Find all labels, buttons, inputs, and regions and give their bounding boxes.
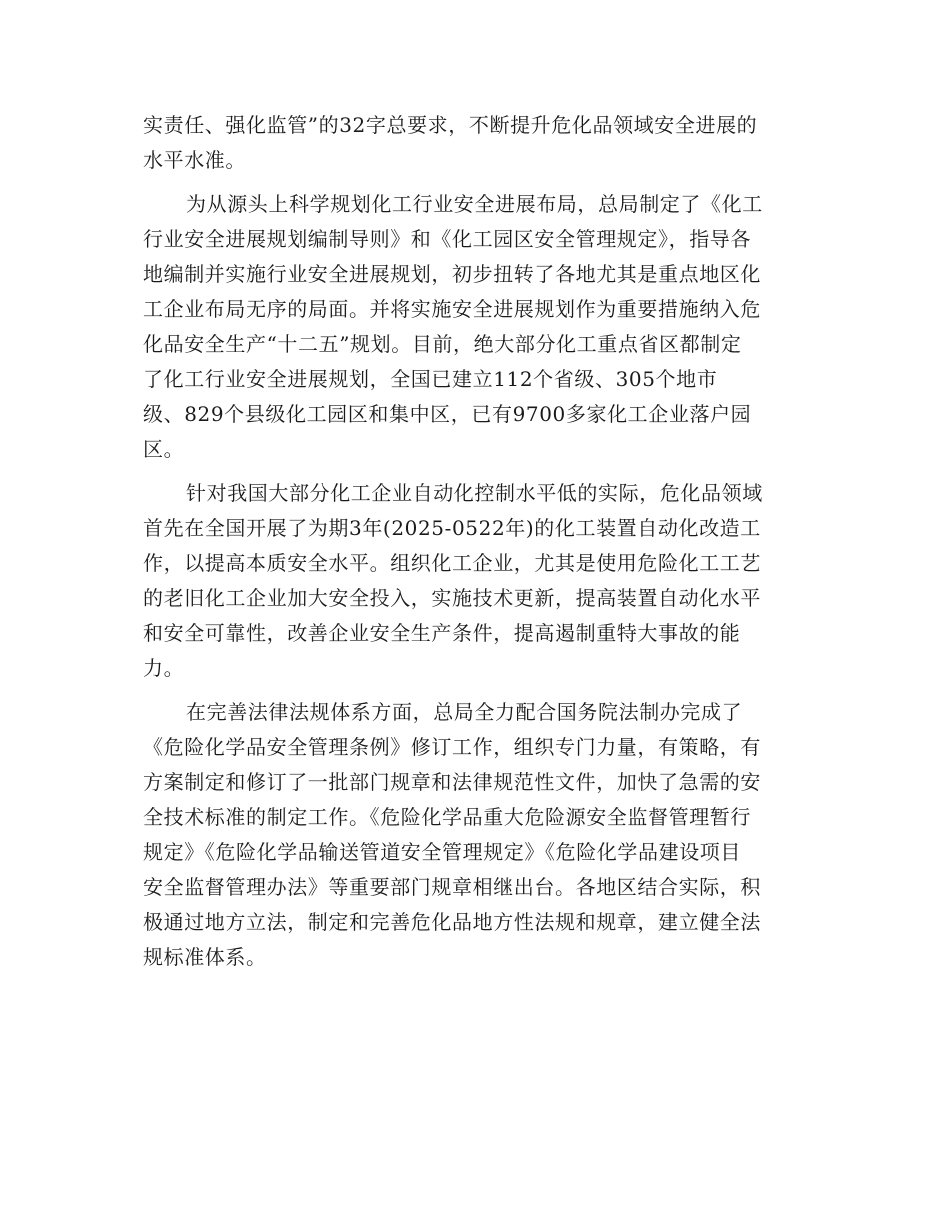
text-line: 规标准体系。	[143, 945, 267, 969]
paragraph-4	[143, 695, 805, 975]
text-line: 极通过地方立法，制定和完善危化品地方性法规和规章，建立健全法	[143, 910, 761, 934]
text-line: 区。	[143, 437, 185, 461]
text-line: 和安全可靠性，改善企业安全生产条件，提高遏制重特大事故的能	[143, 621, 741, 645]
text-line: 水平水准。	[143, 148, 246, 172]
text-line: 作，以提高本质安全水平。组织化工企业，尤其是使用危险化工工艺	[143, 551, 761, 575]
text-line: 级、829个县级化工园区和集中区，已有9700多家化工企业落户园	[143, 402, 752, 426]
text-line: 全技术标准的制定工作。《危险化学品重大危险源安全监督管理暂行	[143, 805, 751, 829]
text-line: 的老旧化工企业加大安全投入，实施技术更新，提高装置自动化水平	[143, 586, 761, 610]
paragraph-1	[143, 108, 805, 178]
text-line: 地编制并实施行业安全进展规划，初步扭转了各地尤其是重点地区化	[143, 262, 761, 286]
text-line: 行业安全进展规划编制导则》和《化工园区安全管理规定》，指导各	[143, 227, 751, 251]
text-line: 《危险化学品安全管理条例》修订工作，组织专门力量，有策略，有	[143, 735, 761, 759]
text-line: 首先在全国开展了为期3年(2025-0522年)的化工装置自动化改造工	[143, 516, 761, 540]
text-line: 在完善法律法规体系方面，总局全力配合国务院法制办完成了	[186, 700, 743, 724]
text-line: 针对我国大部分化工企业自动化控制水平低的实际，危化品领域	[186, 481, 763, 505]
text-line: 安全监督管理办法》等重要部门规章相继出台。各地区结合实际，积	[143, 875, 761, 899]
text-line: 为从源头上科学规划化工行业安全进展布局，总局制定了《化工	[186, 192, 763, 216]
text-line: 实责任、强化监管”的32字总要求，不断提升危化品领域安全进展的	[143, 113, 758, 137]
paragraph-3	[143, 476, 805, 686]
paragraph-2	[143, 187, 805, 467]
text-line: 方案制定和修订了一批部门规章和法律规范性文件，加快了急需的安	[143, 770, 761, 794]
text-line: 工企业布局无序的局面。并将实施安全进展规划作为重要措施纳入危	[143, 297, 761, 321]
document-body	[143, 108, 805, 975]
text-line: 了化工行业安全进展规划，全国已建立112个省级、305个地市	[143, 367, 718, 391]
text-line: 化品安全生产“十二五”规划。目前，绝大部分化工重点省区都制定	[143, 332, 742, 356]
text-line: 规定》《危险化学品输送管道安全管理规定》《危险化学品建设项目	[143, 840, 741, 864]
text-line: 力。	[143, 656, 185, 680]
